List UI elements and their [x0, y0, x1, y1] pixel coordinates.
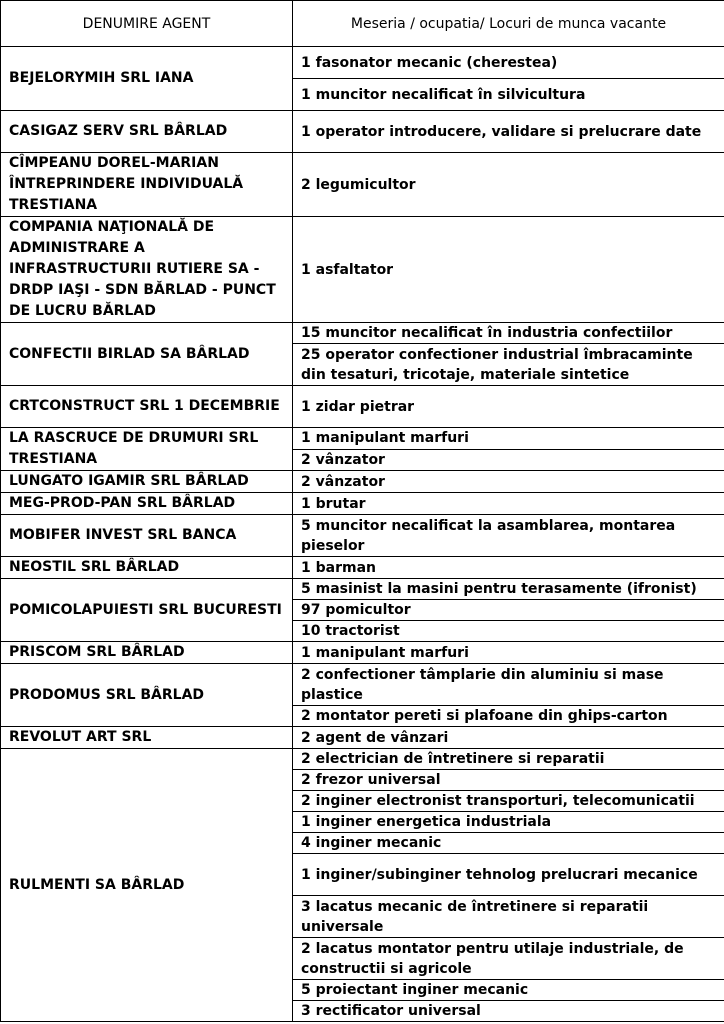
table-row [1, 153, 724, 217]
job-cell: 5 muncitor necalificat la asamblarea, montarea pieselor [293, 515, 724, 557]
header-agent: DENUMIRE AGENT [1, 1, 293, 47]
job-cell: 1 asfaltator [293, 217, 724, 323]
job-cell: 1 manipulant marfuri [293, 428, 724, 450]
job-cell: 2 vânzator [293, 471, 724, 493]
agent-cell: RULMENTI SA BÂRLAD [1, 749, 293, 1022]
table-row [1, 428, 724, 450]
job-cell: 3 lacatus mecanic de întretinere si reparatii universale [293, 896, 724, 938]
agent-cell: POMICOLAPUIESTI SRL BUCURESTI [1, 579, 293, 642]
agent-cell: PRISCOM SRL BÂRLAD [1, 642, 293, 664]
table-row [1, 579, 724, 600]
table-row [1, 727, 724, 749]
agent-cell: NEOSTIL SRL BÂRLAD [1, 557, 293, 579]
job-cell: 2 legumicultor [293, 153, 724, 217]
job-cell: 2 vânzator [293, 449, 724, 471]
table-row [1, 557, 724, 579]
job-cell: 2 frezor universal [293, 770, 724, 791]
job-cell: 1 manipulant marfuri [293, 642, 724, 664]
table-row [1, 642, 724, 664]
job-cell: 3 rectificator universal [293, 1001, 724, 1022]
table-row [1, 217, 724, 323]
job-cell: 2 electrician de întretinere si reparatii [293, 749, 724, 770]
agent-cell: CASIGAZ SERV SRL BÂRLAD [1, 111, 293, 153]
job-cell: 2 lacatus montator pentru utilaje industriale, de constructii si agricole [293, 938, 724, 980]
agent-cell: PRODOMUS SRL BÂRLAD [1, 664, 293, 727]
table-row [1, 493, 724, 515]
job-cell: 1 inginer/subinginer tehnolog prelucrari mecanice [293, 854, 724, 896]
agent-cell: CÎMPEANU DOREL-MARIAN ÎNTREPRINDERE INDIVIDUALĂ TRESTIANA [1, 153, 293, 217]
job-cell: 1 muncitor necalificat în silvicultura [293, 79, 724, 111]
table-row [1, 323, 724, 344]
header-jobs: Meseria / ocupatia/ Locuri de munca vacante [293, 1, 724, 47]
table-row [1, 471, 724, 493]
job-cell: 5 masinist la masini pentru terasamente (ifronist) [293, 579, 724, 600]
job-cell: 1 fasonator mecanic (cherestea) [293, 47, 724, 79]
agent-cell: COMPANIA NAŢIONALĂ DE ADMINISTRARE A INFRASTRUCTURII RUTIERE SA - DRDP IAŞI - SDN BĂRLAD - PUNCT DE LUCRU BĂRLAD [1, 217, 293, 323]
job-cell: 25 operator confectioner industrial îmbracaminte din tesaturi, tricotaje, materiale sintetice [293, 344, 724, 386]
job-cell: 2 agent de vânzari [293, 727, 724, 749]
job-cell: 1 inginer energetica industriala [293, 812, 724, 833]
agent-cell: BEJELORYMIH SRL IANA [1, 47, 293, 111]
table-row [1, 47, 724, 79]
table-row [1, 664, 724, 706]
agent-cell: REVOLUT ART SRL [1, 727, 293, 749]
job-cell: 1 barman [293, 557, 724, 579]
agent-cell: MEG-PROD-PAN SRL BÂRLAD [1, 493, 293, 515]
table-row [1, 386, 724, 428]
agent-cell: MOBIFER INVEST SRL BANCA [1, 515, 293, 557]
job-cell: 1 zidar pietrar [293, 386, 724, 428]
job-cell: 2 confectioner tâmplarie din aluminiu si mase plastice [293, 664, 724, 706]
job-cell: 5 proiectant inginer mecanic [293, 980, 724, 1001]
table-row [1, 515, 724, 557]
agent-cell: LUNGATO IGAMIR SRL BÂRLAD [1, 471, 293, 493]
job-cell: 2 inginer electronist transporturi, telecomunicatii [293, 791, 724, 812]
agent-cell: CONFECTII BIRLAD SA BÂRLAD [1, 323, 293, 386]
table-row [1, 111, 724, 153]
header-row [1, 1, 724, 47]
job-cell: 97 pomicultor [293, 600, 724, 621]
agent-cell: CRTCONSTRUCT SRL 1 DECEMBRIE [1, 386, 293, 428]
job-cell: 4 inginer mecanic [293, 833, 724, 854]
job-cell: 1 operator introducere, validare si prelucrare date [293, 111, 724, 153]
agent-cell: LA RASCRUCE DE DRUMURI SRL TRESTIANA [1, 428, 293, 471]
table-row [1, 749, 724, 770]
job-cell: 1 brutar [293, 493, 724, 515]
job-cell: 2 montator pereti si plafoane din ghips-carton [293, 706, 724, 727]
job-cell: 15 muncitor necalificat în industria confectiilor [293, 323, 724, 344]
table-body [1, 47, 724, 1022]
job-cell: 10 tractorist [293, 621, 724, 642]
